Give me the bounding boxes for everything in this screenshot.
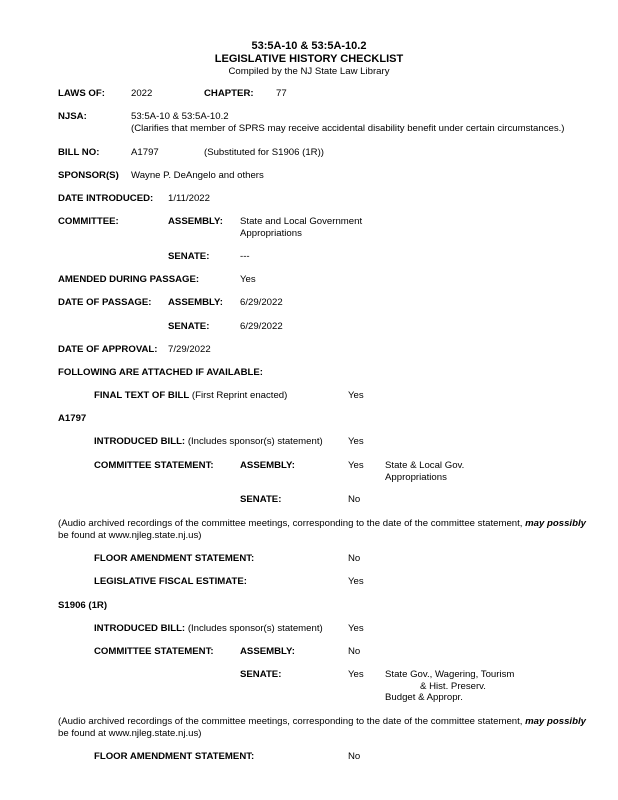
s1906-intro-row xyxy=(94,623,323,635)
a1797-intro-label: INTRODUCED BILL: xyxy=(94,436,186,447)
s1906-intro-value: Yes xyxy=(348,623,364,634)
s1906-cs-senate-committee: State Gov., Wagering, Tourism xyxy=(385,669,515,680)
s1906-floor-label: FLOOR AMENDMENT STATEMENT: xyxy=(94,751,255,762)
final-text-note: (First Reprint enacted) xyxy=(191,390,288,401)
title-statute: 53:5A-10 & 53:5A-10.2 xyxy=(251,40,367,52)
a1797-audio-text: (Audio archived recordings of the committee meetings, corresponding to the date of the committee statement, xyxy=(58,518,523,529)
bill-no-label: BILL NO: xyxy=(58,147,100,158)
s1906-cs-senate-committee-3: Budget & Appropr. xyxy=(385,692,463,703)
bill-no-note: (Substituted for S1906 (1R)) xyxy=(204,147,324,158)
a1797-cs-senate-value: No xyxy=(348,494,361,505)
amended-label: AMENDED DURING PASSAGE: xyxy=(58,274,200,285)
a1797-intro-note: (Includes sponsor(s) statement) xyxy=(187,436,323,447)
s1906-audio-text: (Audio archived recordings of the committee meetings, corresponding to the date of the committee statement, xyxy=(58,716,523,727)
s1906-cs-senate-committee-2: & Hist. Preserv. xyxy=(420,681,486,692)
a1797-intro-row xyxy=(94,436,323,448)
njsa-value: 53:5A-10 & 53:5A-10.2 xyxy=(131,111,229,122)
laws-of-value: 2022 xyxy=(131,88,153,99)
a1797-heading: A1797 xyxy=(58,413,87,424)
chapter-label: CHAPTER: xyxy=(204,88,254,99)
a1797-fiscal-value: Yes xyxy=(348,576,364,587)
passage-assembly-value: 6/29/2022 xyxy=(240,297,283,308)
committee-label: COMMITTEE: xyxy=(58,216,119,227)
a1797-cs-label: COMMITTEE STATEMENT: xyxy=(94,460,214,471)
s1906-intro-note: (Includes sponsor(s) statement) xyxy=(187,623,323,634)
a1797-audio-note-line1 xyxy=(58,518,586,530)
laws-of-label: LAWS OF: xyxy=(58,88,105,99)
s1906-intro-label: INTRODUCED BILL: xyxy=(94,623,186,634)
a1797-fiscal-label: LEGISLATIVE FISCAL ESTIMATE: xyxy=(94,576,247,587)
s1906-heading: S1906 (1R) xyxy=(58,600,108,611)
committee-assembly-value: State and Local Government xyxy=(240,216,363,227)
passage-label: DATE OF PASSAGE: xyxy=(58,297,152,308)
s1906-cs-senate-value: Yes xyxy=(348,669,364,680)
njsa-label: NJSA: xyxy=(58,111,87,122)
committee-assembly-label: ASSEMBLY: xyxy=(168,216,223,227)
amended-value: Yes xyxy=(240,274,256,285)
bill-no-value: A1797 xyxy=(131,147,159,158)
a1797-cs-assembly-committee-2: Appropriations xyxy=(385,472,447,483)
s1906-floor-value: No xyxy=(348,751,361,762)
approval-value: 7/29/2022 xyxy=(168,344,211,355)
a1797-audio-note-line2: be found at www.njleg.state.nj.us) xyxy=(58,530,202,541)
passage-senate-value: 6/29/2022 xyxy=(240,321,283,332)
a1797-cs-assembly-value: Yes xyxy=(348,460,364,471)
sponsor-label: SPONSOR(S) xyxy=(58,170,119,181)
s1906-audio-note-line1 xyxy=(58,716,586,728)
final-text-label: FINAL TEXT OF BILL xyxy=(94,390,190,401)
s1906-audio-note-line2: be found at www.njleg.state.nj.us) xyxy=(58,728,202,739)
s1906-audio-emphasis: may possibly xyxy=(525,716,586,727)
sponsor-value: Wayne P. DeAngelo and others xyxy=(131,170,264,181)
passage-assembly-label: ASSEMBLY: xyxy=(168,297,223,308)
date-introduced-value: 1/11/2022 xyxy=(168,193,210,204)
date-introduced-label: DATE INTRODUCED: xyxy=(58,193,154,204)
a1797-floor-label: FLOOR AMENDMENT STATEMENT: xyxy=(94,553,255,564)
a1797-cs-assembly-label: ASSEMBLY: xyxy=(240,460,295,471)
following-label: FOLLOWING ARE ATTACHED IF AVAILABLE: xyxy=(58,367,263,378)
approval-label: DATE OF APPROVAL: xyxy=(58,344,158,355)
title-checklist: LEGISLATIVE HISTORY CHECKLIST xyxy=(214,53,404,65)
njsa-note: (Clarifies that member of SPRS may receive accidental disability benefit under certain circumstances.) xyxy=(131,123,565,134)
a1797-cs-assembly-committee: State & Local Gov. xyxy=(385,460,465,471)
s1906-cs-assembly-value: No xyxy=(348,646,361,657)
chapter-value: 77 xyxy=(276,88,287,99)
s1906-cs-senate-label: SENATE: xyxy=(240,669,282,680)
s1906-cs-label: COMMITTEE STATEMENT: xyxy=(94,646,214,657)
final-text-value: Yes xyxy=(348,390,364,401)
s1906-cs-assembly-label: ASSEMBLY: xyxy=(240,646,295,657)
committee-senate-label: SENATE: xyxy=(168,251,210,262)
a1797-intro-value: Yes xyxy=(348,436,364,447)
a1797-audio-emphasis: may possibly xyxy=(525,518,586,529)
committee-assembly-value-2: Appropriations xyxy=(240,228,302,239)
a1797-floor-value: No xyxy=(348,553,361,564)
final-text-row xyxy=(94,390,287,402)
subtitle: Compiled by the NJ State Law Library xyxy=(228,66,390,77)
passage-senate-label: SENATE: xyxy=(168,321,210,332)
a1797-cs-senate-label: SENATE: xyxy=(240,494,282,505)
committee-senate-value: --- xyxy=(240,251,250,262)
